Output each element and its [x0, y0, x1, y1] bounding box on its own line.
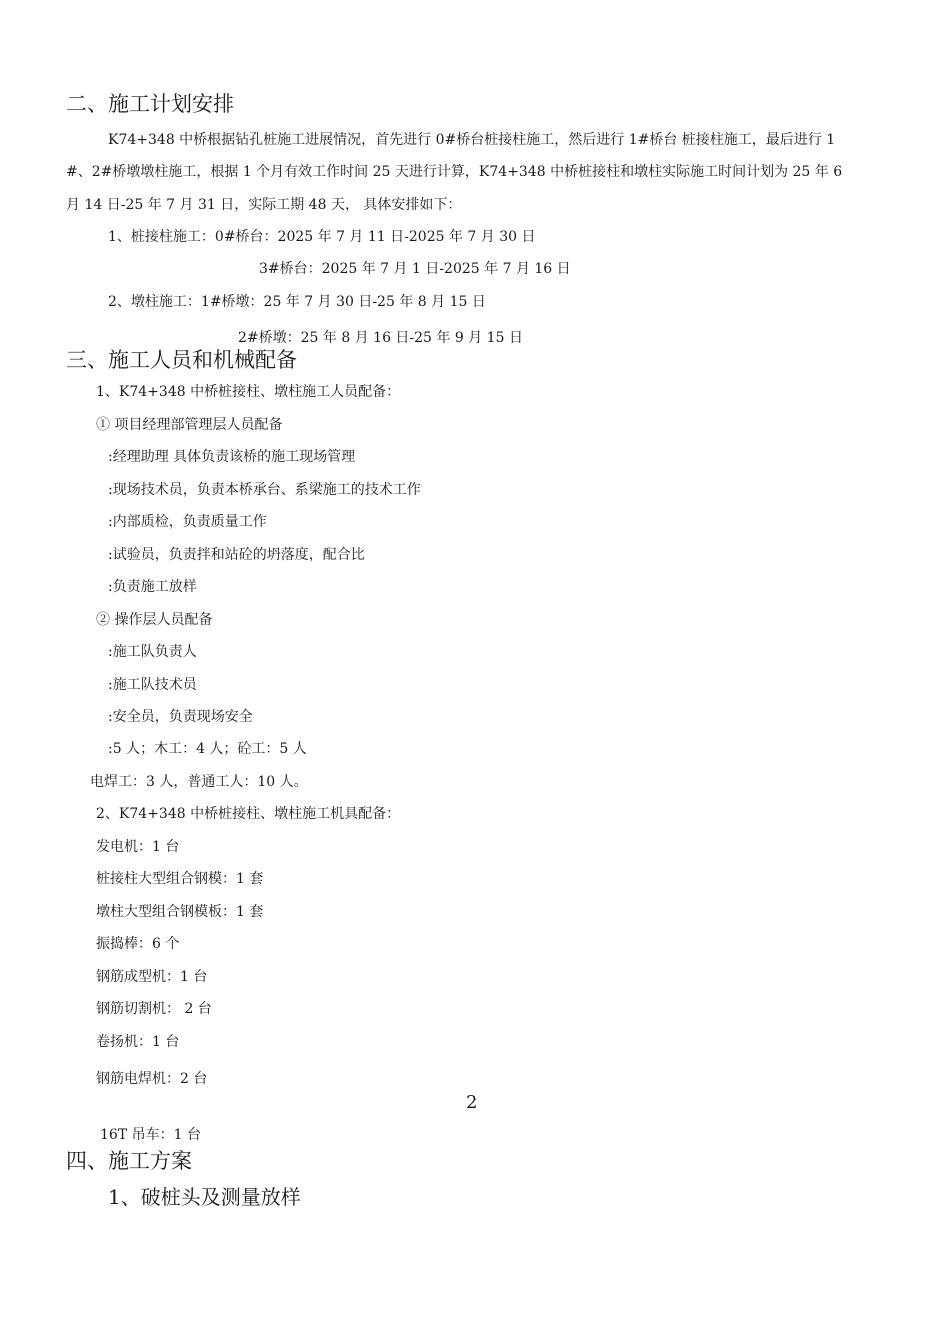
list-item: :经理助理 具体负责该桥的施工现场管理 [108, 449, 356, 465]
section-2-heading: 二、施工计划安排 [66, 92, 234, 116]
list-item: :负责施工放样 [108, 579, 197, 595]
schedule-item: 3#桥台：2025 年 7 月 1 日-2025 年 7 月 16 日 [259, 261, 571, 277]
equipment-item: 卷扬机：1 台 [96, 1034, 180, 1050]
equipment-item: 墩柱大型组合钢模板：1 套 [96, 904, 264, 920]
list-item: :施工队技术员 [108, 677, 197, 693]
list-item: :安全员，负责现场安全 [108, 709, 253, 725]
list-item: :现场技术员，负责本桥承台、系梁施工的技术工作 [108, 482, 421, 498]
schedule-item: 2#桥墩：25 年 8 月 16 日-25 年 9 月 15 日 [238, 330, 523, 346]
list-title: ② 操作层人员配备 [96, 612, 213, 628]
schedule-item: 2、墩柱施工：1#桥墩：25 年 7 月 30 日-25 年 8 月 15 日 [108, 294, 486, 310]
list-item: :试验员，负责拌和站砼的坍落度，配合比 [108, 547, 365, 563]
equipment-item: 振捣棒：6 个 [96, 936, 180, 952]
subheading: 1、K74+348 中桥桩接柱、墩柱施工人员配备： [96, 384, 401, 400]
equipment-item: 桩接柱大型组合钢模：1 套 [96, 871, 264, 887]
paragraph-line: #、2#桥墩墩柱施工，根据 1 个月有效工作时间 25 天进行计算，K74+348 中桥桩接柱和墩柱实际施工时间计划为 25 年 6 [66, 164, 843, 180]
subheading: 2、K74+348 中桥桩接柱、墩柱施工机具配备： [96, 806, 401, 822]
schedule-item: 1、桩接柱施工：0#桥台：2025 年 7 月 11 日-2025 年 7 月 30 日 [108, 229, 536, 245]
section-3-heading: 三、施工人员和机械配备 [66, 348, 297, 372]
equipment-item: 16T 吊车：1 台 [100, 1127, 201, 1143]
list-title: ① 项目经理部管理层人员配备 [96, 417, 283, 433]
equipment-item: 发电机：1 台 [96, 839, 180, 855]
list-item: :施工队负责人 [108, 644, 197, 660]
section-4-heading: 四、施工方案 [66, 1149, 192, 1173]
equipment-item: 钢筋切割机： 2 台 [96, 1001, 212, 1017]
list-item: 电焊工：3 人，普通工人：10 人。 [90, 774, 308, 790]
list-item: :内部质检，负责质量工作 [108, 514, 267, 530]
list-item: :5 人；木工：4 人；砼工：5 人 [108, 741, 307, 757]
paragraph-line: K74+348 中桥根据钻孔桩施工进展情况，首先进行 0#桥台桩接柱施工，然后进行 1#桥台 桩接柱施工，最后进行 1 [108, 132, 836, 148]
paragraph-line: 月 14 日-25 年 7 月 31 日，实际工期 48 天， 具体安排如下： [66, 197, 462, 213]
page-number: 2 [466, 1092, 478, 1113]
equipment-item: 钢筋成型机：1 台 [96, 969, 208, 985]
equipment-item: 钢筋电焊机：2 台 [96, 1071, 208, 1087]
subheading: 1、破桩头及测量放样 [108, 1185, 301, 1209]
